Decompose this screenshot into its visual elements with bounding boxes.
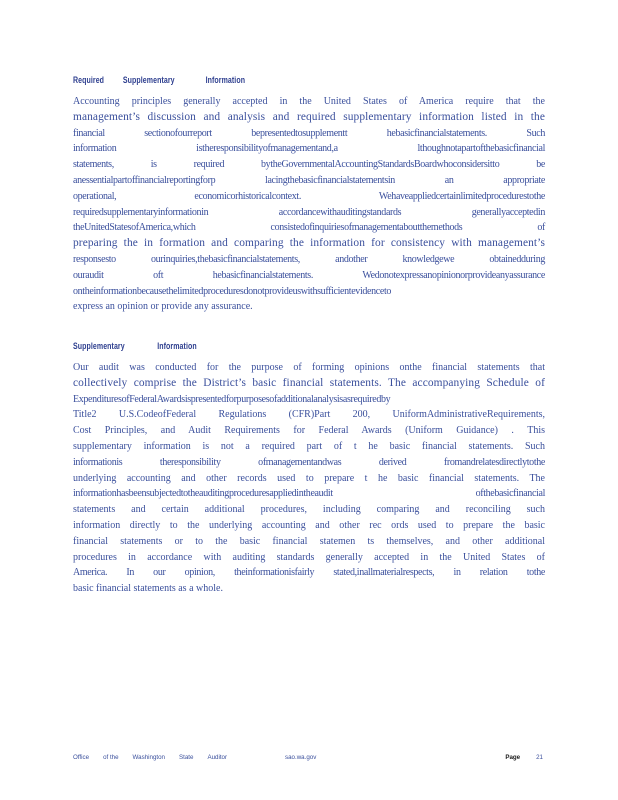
footer-word: Office — [73, 754, 90, 761]
page-number: 21 — [536, 754, 543, 761]
text-line: express an opinion or provide any assurance. — [73, 301, 253, 313]
footer-word: Auditor — [207, 754, 228, 761]
footer-page-number — [505, 754, 543, 761]
heading-word: Supplementary — [122, 75, 175, 85]
text-line: collectively comprise the District’s basic financial statements. The accompanying Schedule of — [73, 376, 545, 389]
footer-word: State — [179, 754, 194, 761]
text-line: Accounting principles generally accepted in the United States of America require that the — [73, 96, 545, 107]
section-heading-supplementary-information — [73, 341, 197, 351]
section-heading-required-supplementary-information — [73, 75, 245, 85]
text-line: financial statements or to the basic financial statemen ts themselves, and other additional — [73, 535, 545, 547]
text-line: responsesto ourinquiries,thebasicfinancialstatements, andother knowledgewe obtainedduring — [73, 253, 545, 265]
heading-word: Required — [73, 75, 105, 85]
footer-office-name — [73, 754, 241, 761]
heading-word: Information — [157, 341, 197, 351]
text-line: anessentialpartoffinancialreportingforp lacingthebasicfinancialstatementsin an appropriate — [73, 174, 545, 186]
footer-website: sao.wa.gov — [285, 754, 317, 761]
text-line: procedures in accordance with auditing standards generally accepted in the United States of — [73, 551, 545, 563]
heading-word: Supplementary — [73, 341, 125, 351]
text-line: Title2 U.S.CodeofFederal Regulations (CFR)Part 200, UniformAdministrativeRequirements, — [73, 409, 545, 421]
heading-word: Information — [205, 75, 246, 85]
text-line: information istheresponsibilityofmanagementand,a lthoughnotapartofthebasicfinancial — [73, 143, 545, 155]
text-line: statements, is required bytheGovernmentalAccountingStandardsBoardwhoconsidersitto be — [73, 159, 545, 171]
page-label: Page — [505, 754, 521, 761]
text-line: ExpendituresofFederalAwardsispresentedforpurposesofadditionalanalysisasrequiredby — [73, 393, 391, 405]
text-line: Our audit was conducted for the purpose of forming opinions onthe financial statements that — [73, 362, 545, 373]
paragraph-supplementary — [73, 360, 545, 597]
text-line: supplementary information is not a required part of t he basic financial statements. Such — [73, 440, 545, 452]
text-line: preparing the in formation and comparing the information for consistency with management’s — [73, 237, 545, 250]
text-line: informationis theresponsibility ofmanagementandwas derived fromandrelatesdirectlytothe — [73, 456, 545, 468]
text-line: financial sectionofourreport bepresentedtosupplementt hebasicfinancialstatements. Such — [73, 127, 545, 139]
text-line: informationhasbeensubjectedtotheauditingproceduresappliedintheaudit ofthebasicfinancial — [73, 488, 545, 500]
text-line: management’s discussion and analysis and required supplementary information listed in the — [73, 110, 545, 123]
text-line: information directly to the underlying accounting and other rec ords used to prepare the basic — [73, 519, 545, 531]
text-line: statements and certain additional procedures, including comparing and reconciling such — [73, 504, 545, 516]
text-line: ontheinformationbecausethelimitedproceduresdonotprovideuswithsufficientevidenceto — [73, 285, 392, 297]
text-line: theUnitedStatesofAmerica,which consistedofinquiriesofmanagementaboutthemethods of — [73, 222, 545, 234]
text-line: ouraudit oft hebasicfinancialstatements. Wedonotexpressanopinionorprovideanyassurance — [73, 269, 545, 281]
text-line: basic financial statements as a whole. — [73, 583, 223, 595]
text-line: operational, economicorhistoricalcontext. Wehaveappliedcertainlimitedprocedurestothe — [73, 190, 545, 202]
text-line: underlying accounting and other records used to prepare t he basic financial statements. The — [73, 472, 545, 484]
footer-word: Washington — [132, 754, 165, 761]
footer-word: of the — [103, 754, 119, 761]
text-line: Cost Principles, and Audit Requirements for Federal Awards (Uniform Guidance) . This — [73, 425, 545, 437]
text-line: America. In our opinion, theinformationisfairly stated,inallmaterialrespects, in relation tothe — [73, 567, 545, 579]
paragraph-required-supplementary — [73, 94, 545, 315]
text-line: requiredsupplementaryinformationin accordancewithauditingstandards generallyacceptedin — [73, 206, 545, 218]
